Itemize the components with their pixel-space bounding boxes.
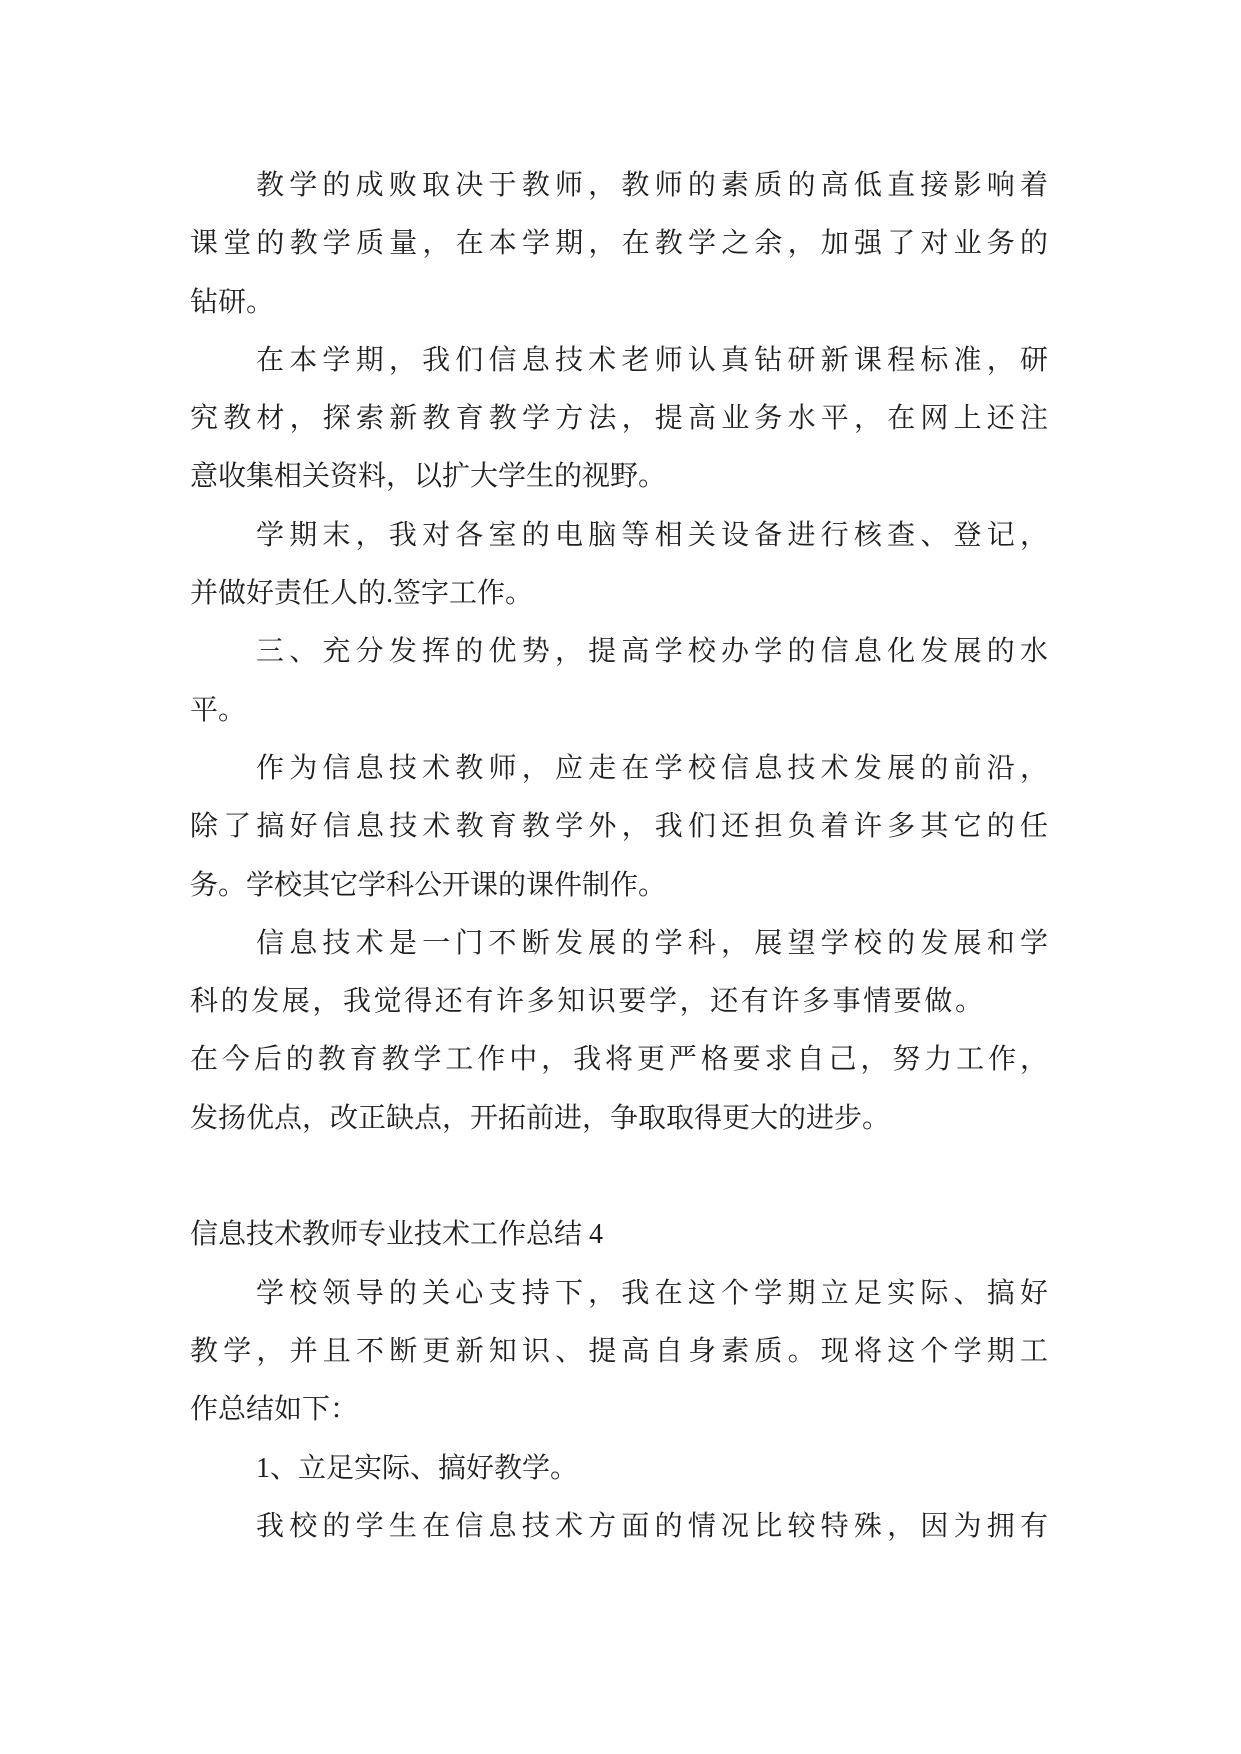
paragraph [190,507,1048,624]
text-line: 作为信息技术教师，应走在学校信息技术发展的前沿， [256,752,1048,784]
paragraph [190,623,1048,740]
text-line: 意收集相关资料，以扩大学生的视野。 [190,461,667,493]
text-line: 我校的学生在信息技术方面的情况比较特殊，因为拥有 [256,1510,1048,1542]
paragraph [190,915,1048,1148]
text-line: 教学，并且不断更新知识、提高自身素质。现将这个学期工 [190,1335,1048,1367]
text-line: 信息技术是一门不断发展的学科，展望学校的发展和学 [256,927,1048,959]
text-line: 并做好责任人的.签字工作。 [190,578,534,610]
text-line: 平。 [190,694,247,726]
text-line: 在本学期，我们信息技术老师认真钻研新课程标准，研 [256,344,1048,376]
text-line: 作总结如下： [190,1394,359,1426]
text-line: 三、充分发挥的优势，提高学校办学的信息化发展的水 [256,636,1048,668]
document-body [190,157,1048,1556]
text-line: 学期末，我对各室的电脑等相关设备进行核查、登记， [256,519,1048,551]
paragraph [190,157,1048,332]
text-line: 究教材，探索新教育教学方法，提高业务水平，在网上还注 [190,403,1048,435]
text-line: 学校领导的关心支持下，我在这个学期立足实际、搞好 [256,1277,1048,1309]
paragraph [190,332,1048,507]
text-line: 发扬优点，改正缺点，开拓前进，争取取得更大的进步。 [190,1102,891,1134]
text-line: 课堂的教学质量，在本学期，在教学之余，加强了对业务的 [190,228,1048,260]
text-line: 除了搞好信息技术教育教学外，我们还担负着许多其它的任 [190,811,1048,843]
section-title: 信息技术教师专业技术工作总结 4 [190,1219,604,1251]
text-line: 1、立足实际、搞好教学。 [256,1452,579,1484]
blank-line [190,1148,1048,1206]
text-line: 教学的成败取决于教师，教师的素质的高低直接影响着 [256,170,1048,201]
paragraph [190,1440,1048,1498]
text-line: 钻研。 [190,286,275,318]
paragraph [190,1265,1048,1440]
text-line: 科的发展，我觉得还有许多知识要学，还有许多事情要做。 [190,986,986,1018]
paragraph [190,1498,1048,1556]
text-line: 在今后的教育教学工作中，我将更严格要求自己，努力工作， [190,1044,1048,1076]
text-line: 务。学校其它学科公开课的课件制作。 [190,869,667,901]
paragraph [190,740,1048,915]
